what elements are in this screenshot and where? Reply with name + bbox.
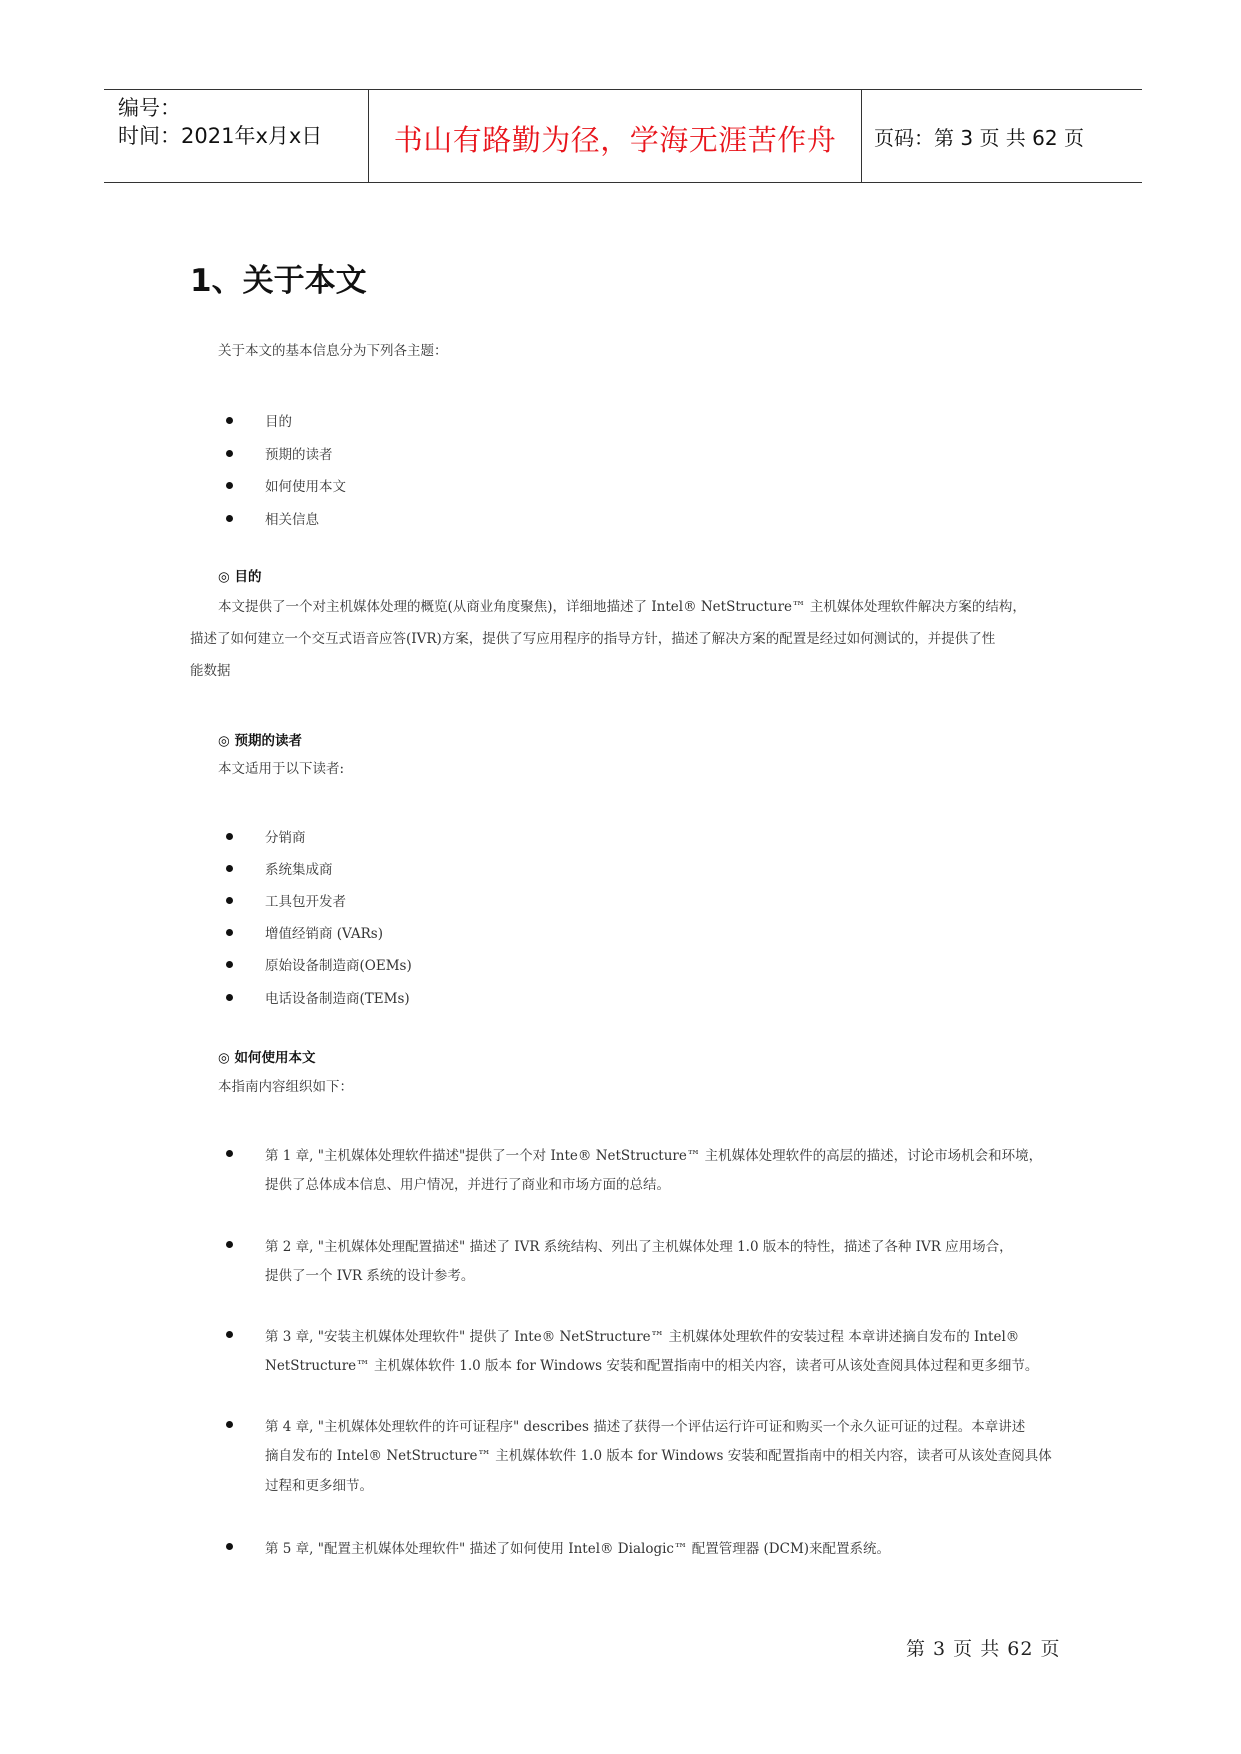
- bullet-icon: [226, 482, 233, 489]
- chapter-1-line-2: 提供了总体成本信息、用户情况，并进行了商业和市场方面的总结。: [265, 1177, 670, 1193]
- chapter-2-line-1: 第 2 章, "主机媒体处理配置描述" 描述了 IVR 系统结构、列出了主机媒体处理 1.0 版本的特性，描述了各种 IVR 应用场合，: [265, 1239, 1013, 1255]
- chapter-2-line-2: 提供了一个 IVR 系统的设计参考。: [265, 1268, 475, 1284]
- chapter-4-line-1: 第 4 章, "主机媒体处理软件的许可证程序" describes 描述了获得一个评估运行许可证和购买一个永久证可证的过程。本章讲述: [265, 1419, 1026, 1435]
- audience-heading: ◎ 预期的读者: [218, 733, 302, 749]
- bullet-icon: [226, 450, 233, 457]
- bullet-icon: [226, 1241, 233, 1248]
- header-left-cell: [104, 90, 369, 182]
- document-time-label: 时间：2021年x月x日: [118, 124, 323, 148]
- bullet-icon: [226, 1331, 233, 1338]
- chapter-1-line-1: 第 1 章, "主机媒体处理软件描述"提供了一个对 Inte® NetStructure™ 主机媒体处理软件的高层的描述，讨论市场机会和环境，: [265, 1148, 1043, 1164]
- chapter-4-line-2: 摘自发布的 Intel® NetStructure™ 主机媒体软件 1.0 版本 for Windows 安装和配置指南中的相关内容，读者可从该处查阅具体: [265, 1448, 1052, 1464]
- header-right-cell: [862, 90, 1142, 182]
- document-number-label: 编号：: [118, 96, 181, 120]
- purpose-line-2: 描述了如何建立一个交互式语音应答(IVR)方案，提供了写应用程序的指导方针，描述了解决方案的配置是经过如何测试的，并提供了性: [190, 631, 996, 647]
- list-item: 工具包开发者: [265, 894, 346, 910]
- list-item: 原始设备制造商(OEMs): [265, 958, 412, 974]
- section-title: 1、关于本文: [190, 263, 367, 299]
- list-item: 分销商: [265, 830, 306, 846]
- intro-paragraph: 关于本文的基本信息分为下列各主题：: [218, 343, 448, 359]
- chapter-3-line-2: NetStructure™ 主机媒体软件 1.0 版本 for Windows 安装和配置指南中的相关内容，读者可从该处查阅具体过程和更多细节。: [265, 1358, 1039, 1374]
- page-header: [104, 89, 1142, 183]
- bullet-icon: [226, 515, 233, 522]
- bullet-icon: [226, 865, 233, 872]
- purpose-line-3: 能数据: [190, 663, 231, 679]
- bullet-icon: [226, 994, 233, 1001]
- list-item: 系统集成商: [265, 862, 333, 878]
- bullet-icon: [226, 833, 233, 840]
- list-item: 预期的读者: [265, 447, 333, 463]
- chapter-4-line-3: 过程和更多细节。: [265, 1478, 373, 1494]
- page-footer: 第 3 页 共 62 页: [906, 1638, 1061, 1660]
- chapter-3-line-1: 第 3 章, "安装主机媒体处理软件" 提供了 Inte® NetStructure™ 主机媒体处理软件的安装过程 本章讲述摘自发布的 Intel®: [265, 1329, 1020, 1345]
- header-middle-cell: [369, 90, 862, 182]
- bullet-icon: [226, 417, 233, 424]
- bullet-icon: [226, 897, 233, 904]
- bullet-icon: [226, 929, 233, 936]
- purpose-heading: ◎ 目的: [218, 569, 262, 585]
- bullet-icon: [226, 1421, 233, 1428]
- list-item: 增值经销商 (VARs): [265, 926, 383, 942]
- purpose-line-1: 本文提供了一个对主机媒体处理的概览(从商业角度聚焦)，详细地描述了 Intel® NetStructure™ 主机媒体处理软件解决方案的结构，: [218, 599, 1026, 615]
- bullet-icon: [226, 1543, 233, 1550]
- list-item: 电话设备制造商(TEMs): [265, 991, 410, 1007]
- header-motto: 书山有路勤为径，学海无涯苦作舟: [393, 123, 837, 157]
- list-item: 相关信息: [265, 512, 319, 528]
- bullet-icon: [226, 1150, 233, 1157]
- header-page-label: 页码：第 3 页 共 62 页: [874, 126, 1084, 150]
- audience-intro: 本文适用于以下读者:: [218, 761, 345, 777]
- chapter-5-line-1: 第 5 章, "配置主机媒体处理软件" 描述了如何使用 Intel® Dialogic™ 配置管理器 (DCM)来配置系统。: [265, 1541, 891, 1557]
- bullet-icon: [226, 961, 233, 968]
- usage-intro: 本指南内容组织如下：: [218, 1079, 353, 1095]
- list-item: 如何使用本文: [265, 479, 346, 495]
- list-item: 目的: [265, 414, 292, 430]
- usage-heading: ◎ 如何使用本文: [218, 1050, 316, 1066]
